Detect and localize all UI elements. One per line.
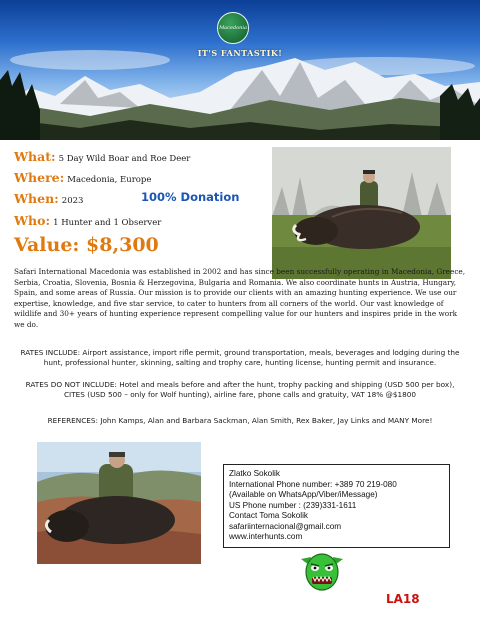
value-amount: Value: $8,300: [14, 234, 159, 256]
banner-tagline: IT'S FANTASTIK!: [197, 48, 283, 58]
contact-email[interactable]: safariinternacional@gmail.com: [229, 521, 342, 531]
rates-exclude: RATES DO NOT INCLUDE: Hotel and meals before and after the hunt, trophy packing and shipping (USD 500 per box), CITES (USD 500 – only for Wolf hunting), airline fare, phone calls and gratuity, VAT 18% @$1800: [25, 380, 455, 400]
contact-website[interactable]: www.interhunts.com: [229, 532, 303, 541]
donation-badge: 100% Donation: [141, 190, 240, 204]
logo-text: Macedonia: [219, 24, 247, 31]
contact-name: Zlatko Sokolik: [229, 469, 280, 478]
about-paragraph: Safari International Macedonia was established in 2002 and has since been successfully operating in Macedonia, Greece, Serbia, Croatia, Slovenia, Bosnia & Herzegovina, Bulgaria and Romania. We also coordinate hunts in Austria, Hungary, Spain, and some areas of Russia. Our mission is to provide our clients with an amazing hunting experience. We use our expertise, knowledge, and five star service, to cater to hunters from all corners of the world. Our vast knowledge of wildlife and 30+ years of hunting experience represent compelling value for our hunters and inspires pride in the work we do.: [14, 267, 466, 329]
when-label: When:: [14, 191, 59, 206]
who-value: 1 Hunter and 1 Observer: [53, 218, 162, 228]
contact-us-phone[interactable]: US Phone number : (239)331-1611: [229, 500, 357, 510]
contact-person: Contact Toma Sokolik: [229, 511, 309, 520]
what-value: 5 Day Wild Boar and Roe Deer: [58, 154, 191, 164]
rates-include: RATES INCLUDE: Airport assistance, import rifle permit, ground transportation, meals, beverages and lodging during the hunt, professional hunter, skinning, salting and trophy care, hunting license, hunting permit and insurance.: [20, 348, 460, 368]
lot-number: LA18: [386, 592, 420, 606]
green-orc-mascot-icon: [299, 551, 345, 597]
hunter-boar-mountain-photo: [37, 442, 201, 564]
safari-macedonia-logo: [217, 12, 249, 44]
mountain-banner: [0, 0, 480, 140]
what-row: [14, 146, 190, 165]
contact-intl-phone[interactable]: International Phone number: +389 70 219-080: [229, 479, 397, 489]
contact-box: [223, 464, 450, 548]
where-label: Where:: [14, 170, 65, 185]
who-label: Who:: [14, 213, 51, 228]
where-row: [14, 167, 151, 186]
contact-availability: (Available on WhatsApp/Viber/iMessage): [229, 490, 378, 499]
references: REFERENCES: John Kamps, Alan and Barbara Sackman, Alan Smith, Rex Baker, Jay Links and MANY More!: [47, 416, 433, 425]
who-row: [14, 210, 161, 229]
where-value: Macedonia, Europe: [67, 175, 152, 185]
when-value: 2023: [61, 196, 84, 206]
what-label: What:: [14, 149, 56, 164]
hunter-with-boar-photo: [272, 147, 451, 279]
when-row: [14, 188, 83, 207]
